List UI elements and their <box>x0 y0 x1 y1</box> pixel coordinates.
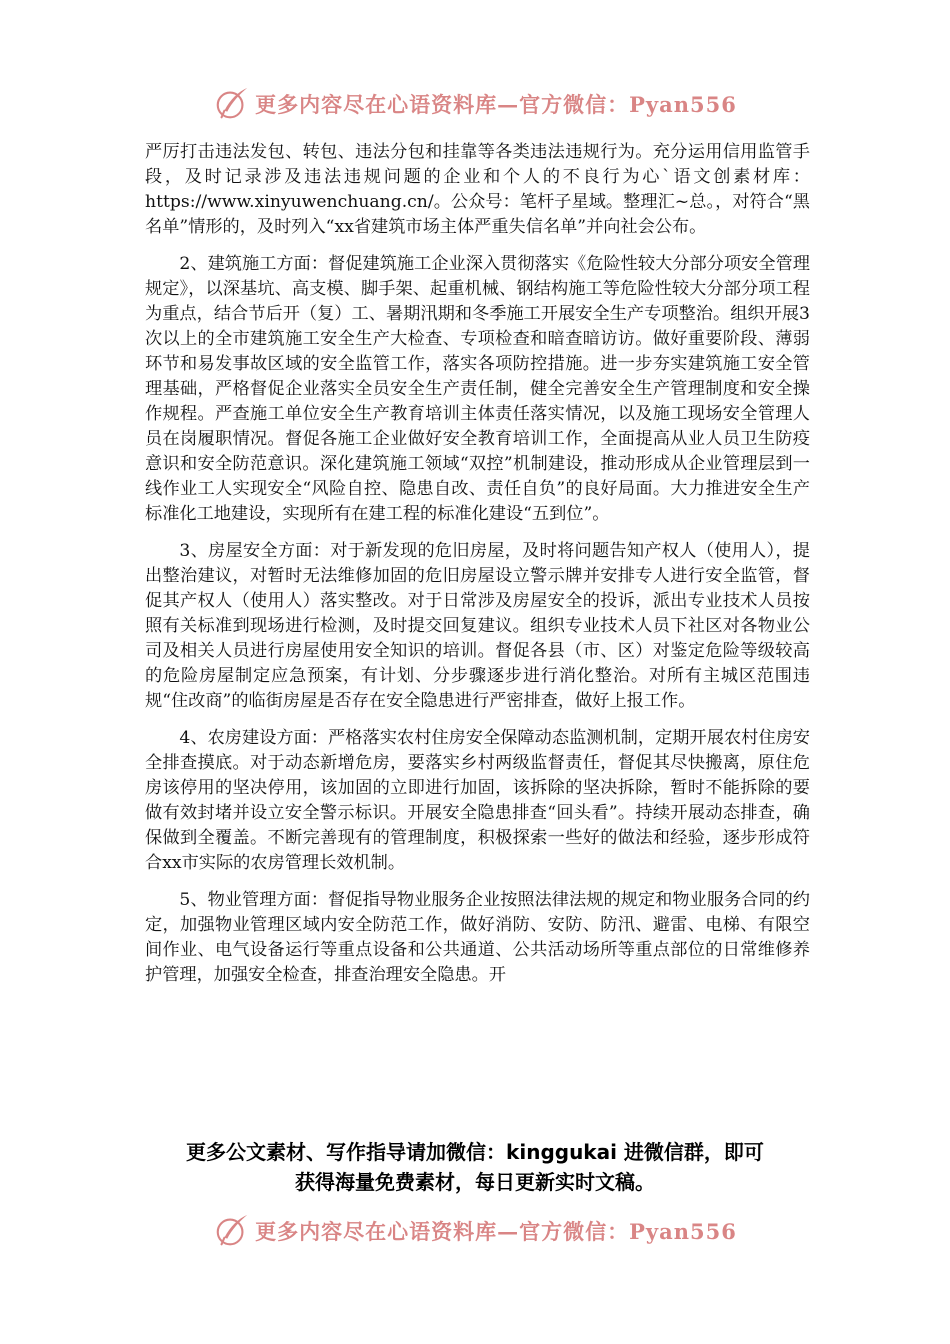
promo-line-1: 更多公文素材、写作指导请加微信：kinggukai 进微信群，即可 <box>186 1140 764 1164</box>
paragraph-3: 3、房屋安全方面：对于新发现的危旧房屋，及时将问题告知产权人（使用人），提出整治建议，对暂时无法维修加固的危旧房屋设立警示牌并安排专人进行安全监管，督促其产权人（使用人）落实整改。对于日常涉及房屋安全的投诉，派出专业技术人员按照有关标准到现场进行检测，及时提交回复建议。组织专业技术人员下社区对各物业公司及相关人员进行房屋使用安全知识的培训。督促各县（市、区）对鉴定危险等级较高的危险房屋制定应急预案，有计划、分步骤逐步进行消化整治。对所有主城区范围违规“住改商”的临街房屋是否存在安全隐患进行严密排查，做好上报工作。 <box>145 541 810 711</box>
watermark-banner-top <box>0 82 950 126</box>
promo-line-2: 获得海量免费素材，每日更新实时文稿。 <box>295 1170 655 1194</box>
watermark-text: 更多内容尽在心语资料库—官方微信：Pyan556 <box>255 92 737 117</box>
document-body <box>145 140 810 1000</box>
paragraph-4: 4、农房建设方面：严格落实农村住房安全保障动态监测机制，定期开展农村住房安全排查摸底。对于动态新增危房，要落实乡村两级监督责任，督促其尽快搬离，原住危房该停用的坚决停用，该加固的立即进行加固，该拆除的坚决拆除，暂时不能拆除的要做有效封堵并设立安全警示标识。开展安全隐患排查“回头看”。持续开展动态排查，确保做到全覆盖。不断完善现有的管理制度，积极探索一些好的做法和经验，逐步形成符合xx市实际的农房管理长效机制。 <box>145 728 810 873</box>
watermark-banner-bottom <box>0 1209 950 1253</box>
quill-logo-icon <box>213 85 251 123</box>
watermark-text: 更多内容尽在心语资料库—官方微信：Pyan556 <box>255 1219 737 1244</box>
quill-logo-icon <box>213 1212 251 1250</box>
paragraph-1: 严厉打击违法发包、转包、违法分包和挂靠等各类违法违规行为。充分运用信用监管手段，及时记录涉及违法违规问题的企业和个人的不良行为心`语文创素材库：https://www.xinyuwenchuang.cn/。公众号：笔杆子星域。整理汇~总。，对符合“黑名单”情形的，及时列入“xx省建筑市场主体严重失信名单”并向社会公布。 <box>145 142 810 237</box>
promo-notice <box>0 1137 950 1197</box>
paragraph-2: 2、建筑施工方面：督促建筑施工企业深入贯彻落实《危险性较大分部分项安全管理规定》，以深基坑、高支模、脚手架、起重机械、钢结构施工等危险性较大分部分项工程为重点，结合节后开（复）工、暑期汛期和冬季施工开展安全生产专项整治。组织开展3次以上的全市建筑施工安全生产大检查、专项检查和暗查暗访访。做好重要阶段、薄弱环节和易发事故区域的安全监管工作，落实各项防控措施。进一步夯实建筑施工安全管理基础，严格督促企业落实全员安全生产责任制，健全完善安全生产管理制度和安全操作规程。严查施工单位安全生产教育培训主体责任落实情况，以及施工现场安全管理人员在岗履职情况。督促各施工企业做好安全教育培训工作，全面提高从业人员卫生防疫意识和安全防范意识。深化建筑施工领域“双控”机制建设，推动形成从企业管理层到一线作业工人实现安全“风险自控、隐患自改、责任自负”的良好局面。大力推进安全生产标准化工地建设，实现所有在建工程的标准化建设“五到位”。 <box>145 254 810 524</box>
paragraph-5: 5、物业管理方面：督促指导物业服务企业按照法律法规的规定和物业服务合同的约定，加强物业管理区域内安全防范工作，做好消防、安防、防汛、避雷、电梯、有限空间作业、电气设备运行等重点设备和公共通道、公共活动场所等重点部位的日常维修养护管理，加强安全检查，排查治理安全隐患。开 <box>145 890 810 985</box>
